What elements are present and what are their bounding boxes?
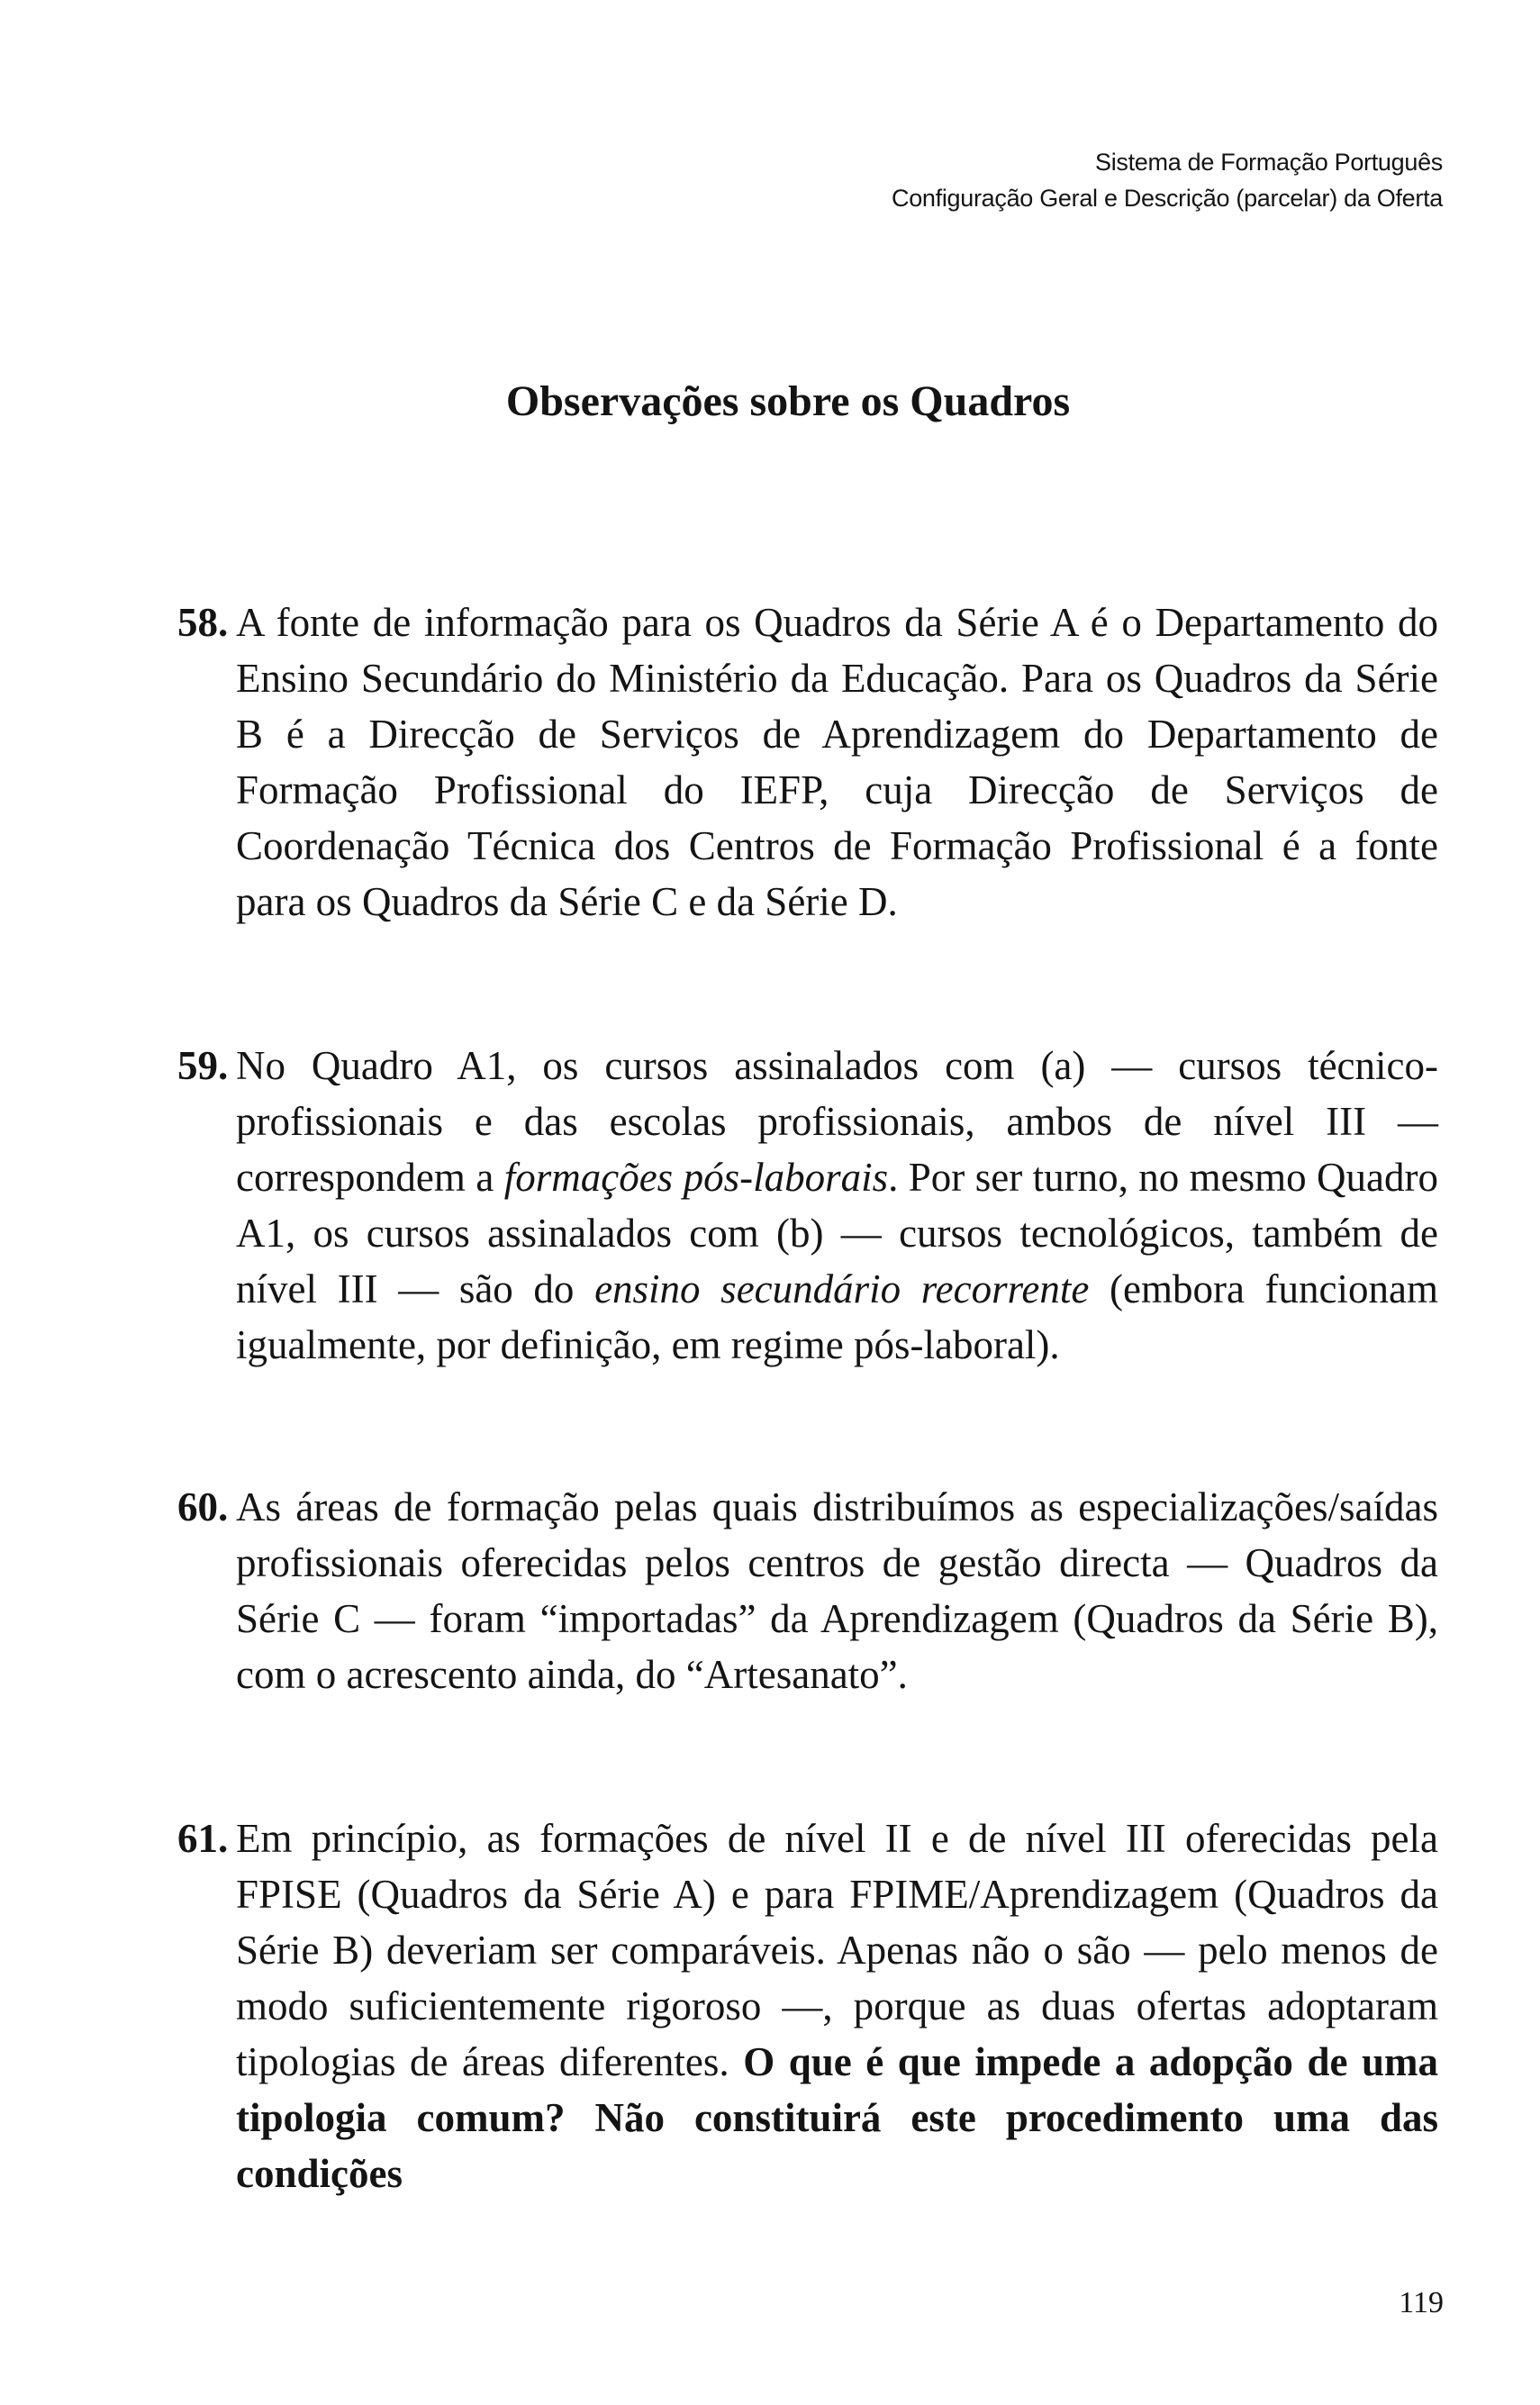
note-text-segment: Em princípio, as formações de nível II e de nível III oferecidas pela FPISE (Quadros da Série A) e para FPIME/Aprendizagem (Quadros da Série B) deveriam ser comparáveis. Apenas não o são — pelo menos de modo suficientemente rigoroso —, porque as duas ofertas adoptaram tipologias de áreas diferentes. [236, 1816, 1438, 2084]
page-title: Observações sobre os Quadros [505, 377, 1071, 425]
note-59 [177, 1038, 1438, 1373]
running-header [892, 144, 1443, 216]
note-text [236, 1811, 1438, 2201]
note-58 [177, 594, 1438, 930]
note-italic-term: formações pós-laborais [503, 1155, 889, 1200]
note-text-segment: . Por ser turno, no mesmo Quadro A1, os cursos assinalados com (b) — cursos tecnológicos, também de nível III — são do [236, 1155, 1439, 1311]
note-60 [177, 1479, 1438, 1702]
note-text-segment: (embora funcionam igualmente, por definição, em regime pós-laboral). [236, 1266, 1438, 1367]
note-italic-term: ensino secundário recorrente [594, 1266, 1090, 1311]
note-number: 60. [177, 1484, 229, 1529]
note-bold-question: O que é que impede a adopção de uma tipologia comum? Não constituirá este procedimento uma das condições [236, 2039, 1439, 2196]
note-text-segment: No Quadro A1, os cursos assinalados com (a) — cursos técnico-profissionais e das escolas profissionais, ambos de nível III — correspondem a [236, 1043, 1438, 1200]
running-header-chapter: Configuração Geral e Descrição (parcelar) da Oferta [892, 185, 1443, 212]
note-number: 61. [177, 1816, 229, 1861]
running-header-series: Sistema de Formação Português [1095, 149, 1443, 176]
note-text: A fonte de informação para os Quadros da Série A é o Departamento do Ensino Secundário do Ministério da Educação. Para os Quadros da Série B é a Direcção de Serviços de Aprendizagem do Departamento de Formação Profissional do IEFP, cuja Direcção de Serviços de Coordenação Técnica dos Centros de Formação Profissional é a fonte para os Quadros da Série C e da Série D. [236, 600, 1438, 924]
note-text [236, 1038, 1438, 1373]
note-number: 58. [177, 600, 229, 645]
note-61 [177, 1811, 1438, 2201]
page-number: 119 [1399, 2286, 1444, 2319]
note-number: 59. [177, 1043, 229, 1088]
note-text: As áreas de formação pelas quais distribuímos as especializações/saídas profissionais oferecidas pelos centros de gestão directa — Quadros da Série C — foram “importadas” da Aprendizagem (Quadros da Série B), com o acrescento ainda, do “Artesanato”. [236, 1484, 1438, 1697]
